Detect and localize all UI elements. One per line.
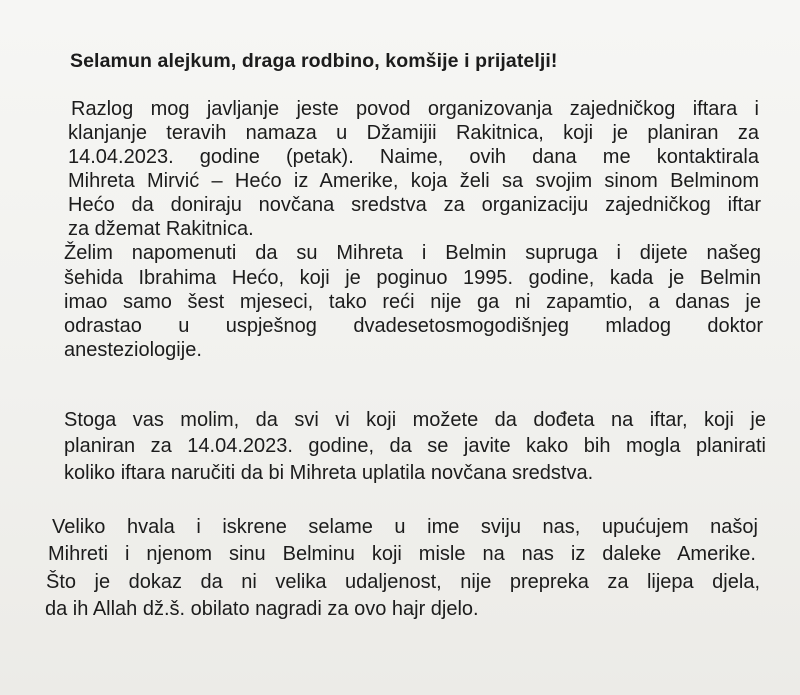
paragraph-line: šehida Ibrahima Hećo, koji je poginuo 1995. godine, kada je Belmin bbox=[64, 267, 761, 289]
paragraph-line: Što je dokaz da ni velika udaljenost, nije prepreka za lijepa djela, bbox=[46, 571, 760, 593]
paragraph-line: odrastao u uspješnog dvadesetosmogodišnjeg mladog doktor bbox=[64, 315, 763, 337]
paragraph-line: imao samo šest mjeseci, tako reći nije ga ni zapamtio, a danas je bbox=[64, 291, 761, 313]
paragraph-line: anesteziologije. bbox=[64, 339, 202, 361]
paragraph-line: Želim napomenuti da su Mihreta i Belmin supruga i dijete našeg bbox=[64, 242, 761, 264]
paragraph-line: Razlog mog javljanje jeste povod organizovanja zajedničkog iftara i bbox=[71, 98, 759, 120]
paragraph-line: Veliko hvala i iskrene selame u ime sviju nas, upućujem našoj bbox=[52, 516, 758, 538]
paragraph-line: Mihreta Mirvić – Hećo iz Amerike, koja želi sa svojim sinom Belminom bbox=[68, 170, 759, 192]
paragraph-line: klanjanje teravih namaza u Džamijii Rakitnica, koji je planiran za bbox=[68, 122, 759, 144]
letter-greeting: Selamun alejkum, draga rodbino, komšije i prijatelji! bbox=[70, 50, 558, 72]
paragraph-line: da ih Allah dž.š. obilato nagradi za ovo hajr djelo. bbox=[45, 598, 479, 620]
paragraph-line: Stoga vas molim, da svi vi koji možete da dođeta na iftar, koji je bbox=[64, 409, 766, 431]
paragraph-line: za džemat Rakitnica. bbox=[68, 218, 254, 240]
paragraph-line: 14.04.2023. godine (petak). Naime, ovih dana me kontaktirala bbox=[68, 146, 759, 168]
paragraph-line: Mihreti i njenom sinu Belminu koji misle na nas iz daleke Amerike. bbox=[48, 543, 756, 565]
paragraph-line: koliko iftara naručiti da bi Mihreta uplatila novčana sredstva. bbox=[64, 462, 594, 484]
paragraph-line: Hećo da doniraju novčana sredstva za organizaciju zajedničkog iftar bbox=[68, 194, 761, 216]
paragraph-line: planiran za 14.04.2023. godine, da se javite kako bih mogla planirati bbox=[64, 435, 766, 457]
